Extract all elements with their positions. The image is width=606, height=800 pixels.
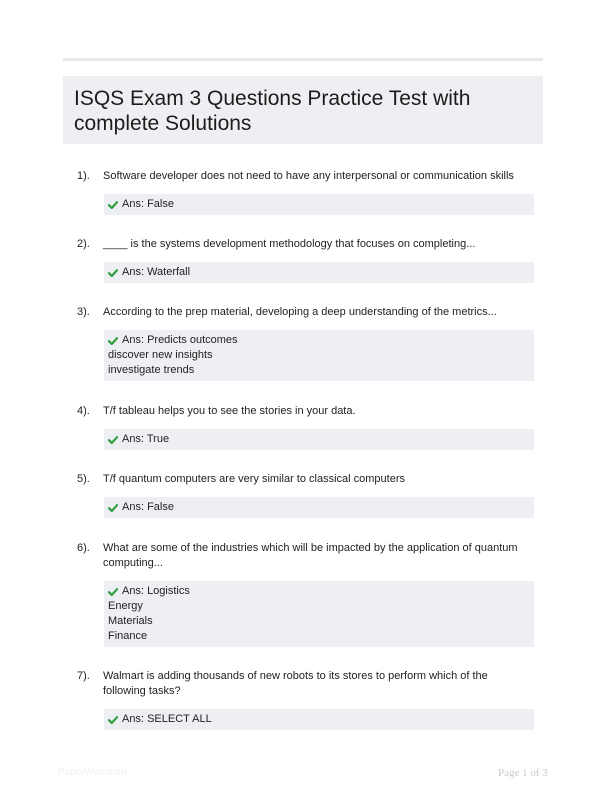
answer-label: Ans: SELECT ALL bbox=[122, 713, 212, 725]
answer-box bbox=[104, 429, 534, 450]
question-number: 6). bbox=[77, 542, 90, 554]
check-icon bbox=[108, 503, 118, 513]
answer-extra-line: investigate trends bbox=[108, 364, 195, 376]
question-text: Software developer does not need to have any interpersonal or communication skills bbox=[103, 170, 514, 182]
answer-extra-line: Finance bbox=[108, 630, 148, 642]
answer-label: Ans: Waterfall bbox=[122, 266, 191, 278]
question-text: Walmart is adding thousands of new robots to its stores to perform which of the following tasks? bbox=[103, 670, 488, 697]
answer-label: Ans: False bbox=[122, 198, 174, 210]
check-icon bbox=[108, 587, 118, 597]
top-divider bbox=[63, 58, 543, 61]
question-number: 4). bbox=[77, 405, 90, 417]
page-indicator: Page 1 of 3 bbox=[498, 767, 548, 779]
answer-extra-line: Energy bbox=[108, 600, 143, 612]
answer-box bbox=[104, 581, 534, 647]
question-number: 2). bbox=[77, 238, 90, 250]
question-text: ____ is the systems development methodology that focuses on completing... bbox=[103, 238, 476, 250]
answer-box bbox=[104, 194, 534, 215]
question-text: T/f tableau helps you to see the stories in your data. bbox=[103, 405, 356, 417]
answer-box bbox=[104, 262, 534, 283]
check-icon bbox=[108, 715, 118, 725]
question-text: T/f quantum computers are very similar to classical computers bbox=[103, 473, 405, 485]
answer-label: Ans: False bbox=[122, 501, 174, 513]
question-number: 7). bbox=[77, 670, 90, 682]
question-number: 1). bbox=[77, 170, 90, 182]
check-icon bbox=[108, 268, 118, 278]
check-icon bbox=[108, 435, 118, 445]
check-icon bbox=[108, 336, 118, 346]
answer-box bbox=[104, 497, 534, 518]
answer-extra-line: Materials bbox=[108, 615, 153, 627]
answer-label: Ans: True bbox=[122, 433, 170, 445]
answer-label: Ans: Logistics bbox=[122, 585, 190, 597]
question-text: What are some of the industries which will be impacted by the application of quantum computing... bbox=[103, 542, 518, 569]
answer-box bbox=[104, 330, 534, 381]
title-banner bbox=[63, 76, 543, 144]
answer-label: Ans: Predicts outcomes bbox=[122, 334, 238, 346]
answer-extra-line: discover new insights bbox=[108, 349, 213, 361]
question-number: 5). bbox=[77, 473, 90, 485]
answer-box bbox=[104, 709, 534, 730]
footer-watermark: PaperWeb.com bbox=[58, 767, 127, 778]
check-icon bbox=[108, 200, 118, 210]
page-title: ISQS Exam 3 Questions Practice Test with complete Solutions bbox=[74, 87, 471, 135]
question-number: 3). bbox=[77, 306, 90, 318]
question-text: According to the prep material, developing a deep understanding of the metrics... bbox=[103, 306, 497, 318]
